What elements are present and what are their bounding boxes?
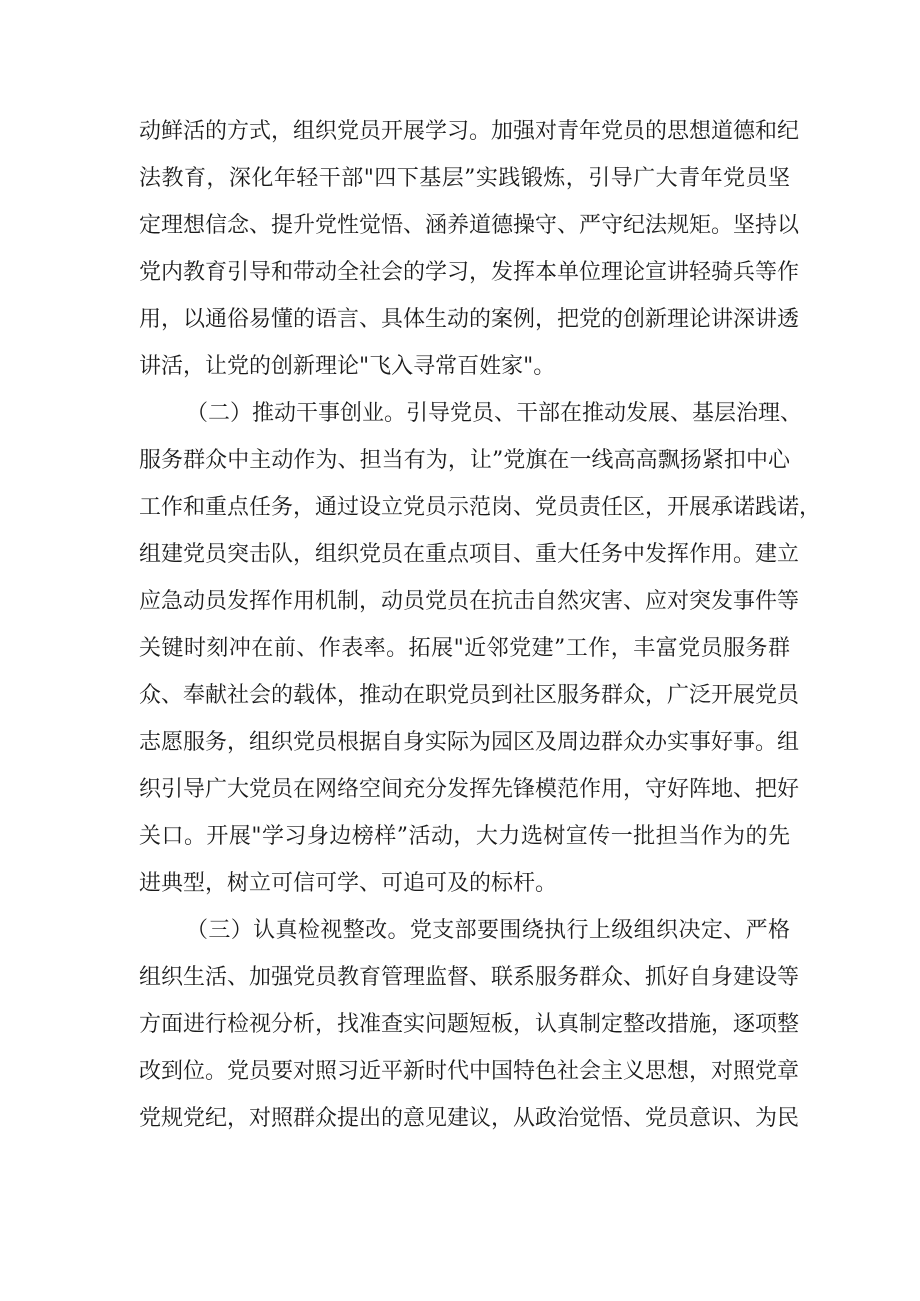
paragraph-line: 织引导广大党员在网络空间充分发挥先锋模范作用，守好阵地、把好: [139, 777, 800, 802]
paragraph-line: 党内教育引导和带动全社会的学习，发挥本单位理论宣讲轻骑兵等作: [139, 260, 800, 285]
paragraph-line: 党规党纪，对照群众提出的意见建议，从政治觉悟、党员意识、为民: [139, 1106, 800, 1131]
paragraph-line: 方面进行检视分析，找准查实问题短板，认真制定整改措施，逐项整: [139, 1012, 800, 1037]
paragraph-line: 众、奉献社会的载体，推动在职党员到社区服务群众，广泛开展党员: [139, 683, 800, 708]
paragraph-line: 讲活，让党的创新理论"飞入寻常百姓家"。: [139, 354, 556, 379]
paragraph-line: 组织生活、加强党员教育管理监督、联系服务群众、抓好自身建设等: [139, 965, 800, 990]
paragraph-line: 关键时刻冲在前、作表率。拓展"近邻党建”工作，丰富党员服务群: [139, 636, 790, 661]
section-heading-line: （二）推动干事创业。引导党员、干部在推动发展、基层治理、: [186, 401, 803, 426]
paragraph-line: 服务群众中主动作为、担当有为，让”党旗在一线高高飘扬紧扣中心: [139, 448, 790, 473]
paragraph-line: 改到位。党员要对照习近平新时代中国特色社会主义思想，对照党章: [139, 1059, 800, 1084]
paragraph-line: 动鲜活的方式，组织党员开展学习。加强对青年党员的思想道德和纪: [139, 119, 800, 144]
paragraph-line: 进典型，树立可信可学、可追可及的标杆。: [139, 871, 558, 896]
paragraph-line: 法教育，深化年轻干部"四下基层”实践锻炼，引导广大青年党员坚: [139, 166, 790, 191]
paragraph-line: 志愿服务，组织党员根据自身实际为园区及周边群众办实事好事。组: [139, 730, 800, 755]
paragraph-line: 关口。开展"学习身边榜样”活动，大力选树宣传一批担当作为的先: [139, 824, 790, 849]
paragraph-line: 工作和重点任务，通过设立党员示范岗、党员责任区，开展承诺践诺，: [139, 495, 822, 520]
paragraph-line: 组建党员突击队，组织党员在重点项目、重大任务中发挥作用。建立: [139, 542, 800, 567]
paragraph-line: 用，以通俗易懂的语言、具体生动的案例，把党的创新理论讲深讲透: [139, 307, 800, 332]
section-heading-line: （三）认真检视整改。党支部要围绕执行上级组织决定、严格: [186, 918, 790, 943]
paragraph-line: 定理想信念、提升党性觉悟、涵养道德操守、严守纪法规矩。坚持以: [139, 213, 800, 238]
paragraph-line: 应急动员发挥作用机制，动员党员在抗击自然灾害、应对突发事件等: [139, 589, 800, 614]
